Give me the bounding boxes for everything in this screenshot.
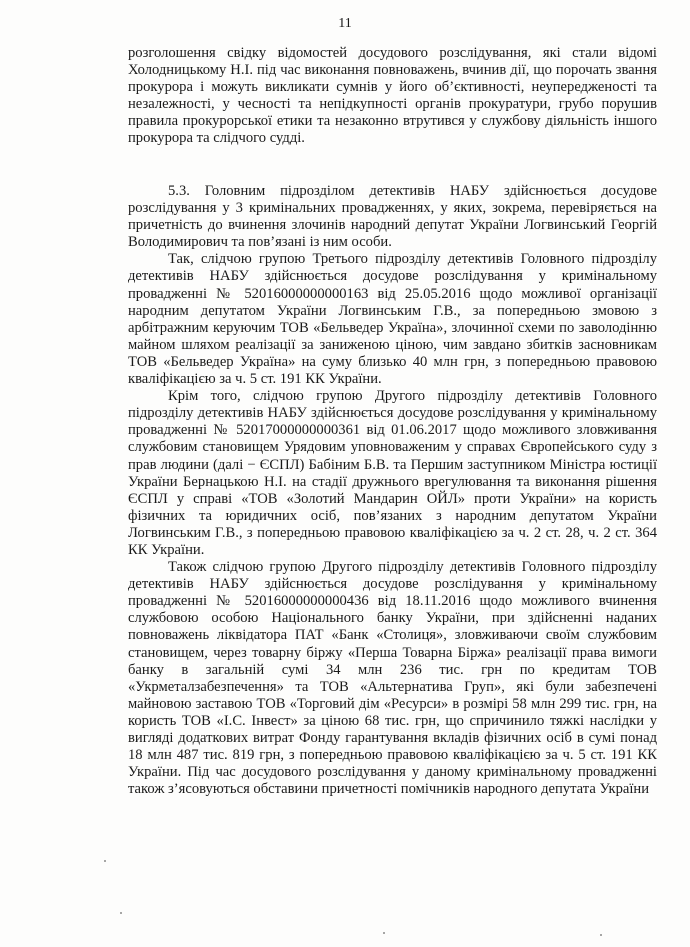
scan-speck <box>120 912 122 914</box>
scan-speck <box>104 860 106 862</box>
section-5-3-block <box>128 183 657 798</box>
paragraph-section-5-3: 5.3. Головним підрозділом детективів НАБУ здійснюється досудове розслідування у 3 кримінальних провадженнях, у яких, зокрема, перевіряється на причетність до вчинення злочинів народний депутат України Логвинський Георгій Володимирович та пов’язані із ним особи. <box>128 183 657 251</box>
paragraph-continuation: розголошення свідку відомостей досудового розслідування, які стали відомі Холодницькому Н.І. під час виконання повноважень, вчинив дії, що порочать звання прокурора і можуть викликати сумнів у його об’єктивності, неупередженості та незалежності, у чесності та непідкупності органів прокуратури, грубо порушив правила прокурорської етики та незаконно втрутився у службову діяльність іншого прокурора та слідчого судді. <box>128 45 657 147</box>
page-number: 11 <box>338 16 352 31</box>
scan-speck <box>383 932 385 934</box>
paragraph-case-52016000000000436: Також слідчою групою Другого підрозділу детективів Головного підрозділу детективів НАБУ здійснюється досудове розслідування у кримінальному провадженні № 52016000000000436 від 18.11.2016 щодо можливого вчинення службовою особою Національного банку України, при здійсненні наданих повноважень ліквідатора ПАТ «Банк «Столиця», зловживаючи своїм службовим становищем, через товарну біржу «Перша Товарна Біржа» реалізації права вимоги банку в загальній сумі 34 млн 236 тис. грн по кредитам ТОВ «Укрметалзабезпечення» та ТОВ «Альтернатива Груп», які були забезпечені майновою заставою ТОВ «Торговий дім «Ресурси» в розмірі 58 млн 299 тис. грн, на користь ТОВ «І.С. Інвест» за ціною 68 тис. грн, що спричинило тяжкі наслідки у вигляді додаткових витрат Фонду гарантування вкладів фізичних осіб в сумі понад 18 млн 487 тис. 819 грн, з попередньою правовою кваліфікацією за ч. 5 ст. 191 КК України. Під час досудового розслідування у даному кримінальному провадженні також з’ясовуються обставини причетності помічників народного депутата України <box>128 559 657 798</box>
paragraph-case-52017000000000361: Крім того, слідчою групою Другого підрозділу детективів Головного підрозділу детективів НАБУ здійснюється досудове розслідування у кримінальному провадженні № 52017000000000361 від 01.06.2017 щодо можливого зловживання службовим становищем Урядовим уповноваженим у справах Європейського суду з прав людини (далі − ЄСПЛ) Бабіним Б.В. та Першим заступником Міністра юстиції України Бернацькою Н.І. на стадії дружнього врегулювання та виконання рішення ЄСПЛ у справі «ТОВ «Золотий Мандарин ОЙЛ» проти України» на користь фізичних та юридичних осіб, пов’язаних з народним депутатом України Логвинським Г.В., з попередньою правовою кваліфікацією за ч. 2 ст. 28, ч. 2 ст. 364 КК України. <box>128 388 657 558</box>
scan-speck <box>600 934 602 936</box>
paragraph-case-52016000000000163: Так, слідчою групою Третього підрозділу детективів Головного підрозділу детективів НАБУ здійснюється досудове розслідування у кримінальному провадженні № 52016000000000163 від 25.05.2016 щодо можливої організації народним депутатом України Логвинським Г.В., за попередньою змовою з арбітражним керуючим ТОВ «Бельведер Україна», злочинної схеми по заволодінню майном шляхом реалізації за заниженою ціною, чим завдано збитків засновникам ТОВ «Бельведер Україна» на суму близько 40 млн грн, з попередньою правовою кваліфікацією за ч. 5 ст. 191 КК України. <box>128 251 657 388</box>
continuation-block <box>128 45 657 148</box>
